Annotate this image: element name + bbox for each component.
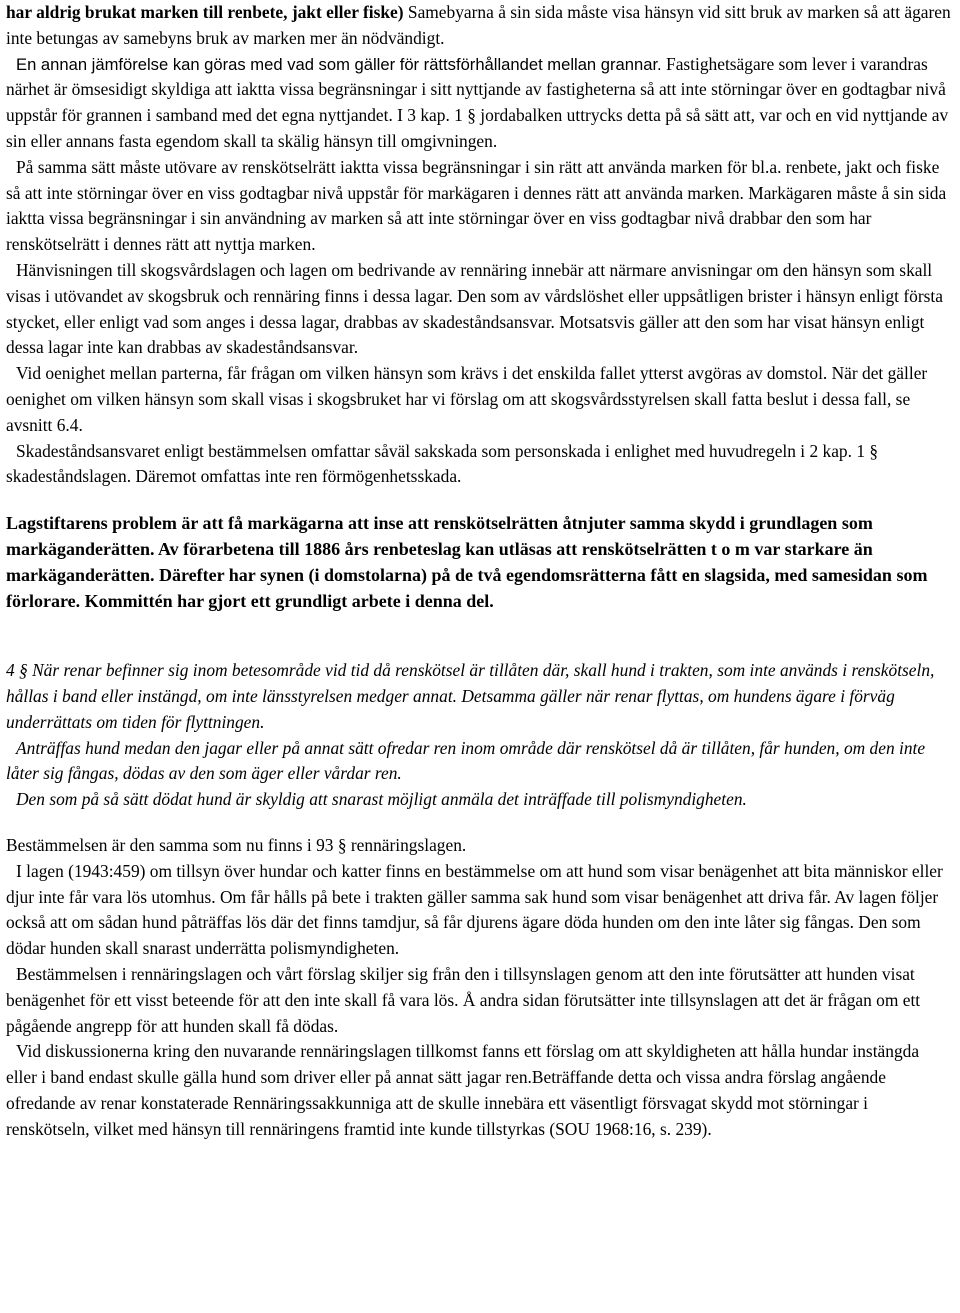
paragraph-text: Fastighetsägare som lever i varandras närhet är ömsesidigt skyldiga att iaktta vissa begränsningar i sitt nyttjande av fastigheterna så att inte störningar över en godtagbar nivå uppstår för grannen i samband med det egna nyttjandet. I 3 kap. 1 § jordabalken uttrycks detta på så sätt att, var och en vid nyttjande av sin eller annans fasta egendom skall ta skälig hänsyn till omgivningen. xyxy=(6,53,949,151)
paragraph xyxy=(6,0,954,52)
section-neighbor-rights xyxy=(6,0,954,490)
paragraph: Hänvisningen till skogsvårdslagen och lagen om bedrivande av rennäring innebär att närmare anvisningar om den hänsyn som skall visas i utövandet av skogsbruk och rennäring finns i dessa lagar. Den som av vårdslöshet eller uppsåtligen brister i hänsyn enligt första stycket, eller enligt vad som anges i dessa lagar, drabbas av skadeståndsansvar. Motsatsvis gäller att den som har visat hänsyn enligt dessa lagar inte kan drabbas av skadeståndsansvar. xyxy=(6,259,943,358)
paragraph: Vid oenighet mellan parterna, får frågan om vilken hänsyn som krävs i det enskilda fallet ytterst avgöras av domstol. När det gäller oenighet om vilken hänsyn som skall visas i skogsbruket har vi förslag om att skogsvårdsstyrelsen skall fatta beslut i dessa fall, se avsnitt 6.4. xyxy=(6,363,928,435)
statute-paragraph: 4 § När renar befinner sig inom betesområde vid tid då renskötsel är tillåten där, skall hund i trakten, som inte används i renskötseln, hållas i band eller instängd, om inte länsstyrelsen medger annat. Detsamma gäller när renar flyttas, om hundens ägare i förväg underrättats om tiden för flyttningen. xyxy=(6,660,935,732)
sans-lead: En annan jämförelse kan göras med vad som gäller för rättsförhållandet mellan grannar. xyxy=(16,54,662,74)
commentary-text: Lagstiftarens problem är att få markägarna att inse att renskötselrätten åtnjuter samma skydd i grundlagen som markäganderätten. Av förarbetena till 1886 års renbeteslag kan utläsas att renskötselrätten t o m var starkare än markäganderätten. Därefter har synen (i domstolarna) på de två egendomsrätterna fått en slagsida, med samesidan som förlorare. Kommittén har gjort ett grundligt arbete i denna del. xyxy=(6,513,928,612)
paragraph: Bestämmelsen i rennäringslagen och vårt förslag skiljer sig från den i tillsynslagen genom att den inte förutsätter att hunden visat benägenhet för ett visst beteende för att den inte skall få vara lös. Å andra sidan förutsätter inte tillsynslagen att det är frågan om ett pågående angrepp för att hunden skall få dödas. xyxy=(6,963,921,1036)
paragraph: Bestämmelsen är den samma som nu finns i 93 § rennäringslagen. xyxy=(6,834,467,855)
paragraph: I lagen (1943:459) om tillsyn över hundar och katter finns en bestämmelse om att hund som visar benägenhet att bita människor eller djur inte får vara lös utomhus. Om får hålls på bete i trakten gäller samma sak hund som visar benägenhet att driva får. Av lagen följer också att om sådan hund påträffas lös där det finns tamdjur, så får djurens ägare döda hunden om den inte låter sig fångas. Den som dödar hunden skall snarast underrätta polismyndigheten. xyxy=(6,860,943,959)
paragraph: Vid diskussionerna kring den nuvarande rennäringslagen tillkomst fanns ett förslag om att skyldigheten att hålla hundar instängda eller i band endast skulle gälla hund som driver eller på annat sätt jagar ren.Beträffande detta och vissa andra förslag angående ofredande av renar konstaterade Rennäringssakkunniga att de skulle innebära ett väsentligt försvagat skydd mot störningar i renskötseln, vilket med hänsyn till rennäringens framtid inte kunde tillstyrkas (SOU 1968:16, s. 239). xyxy=(6,1041,920,1139)
commentary-block xyxy=(6,510,954,614)
paragraph-text: Samebyarna å sin sida måste visa hänsyn vid sitt bruk av marken så att ägaren inte betungas av samebyns bruk av marken mer än nödvändigt. xyxy=(6,2,951,48)
statute-paragraph: Den som på så sätt dödat hund är skyldig att snarast möjligt anmäla det inträffade till polismyndigheten. xyxy=(16,789,747,810)
section-dog-rules xyxy=(6,833,954,1143)
paragraph xyxy=(6,52,954,155)
statute-text xyxy=(6,658,954,813)
bold-lead: har aldrig brukat marken till renbete, jakt eller fiske) xyxy=(6,2,404,22)
paragraph: Skadeståndsansvaret enligt bestämmelsen omfattar såväl sakskada som personskada i enlighet med huvudregeln i 2 kap. 1 § skadeståndslagen. Däremot omfattas inte ren förmögenhetsskada. xyxy=(6,440,879,487)
statute-paragraph: Anträffas hund medan den jagar eller på annat sätt ofredar ren inom område där renskötsel då är tillåten, får hunden, om den inte låter sig fångas, dödas av den som äger eller vårdar ren. xyxy=(6,737,926,784)
paragraph: På samma sätt måste utövare av renskötselrätt iaktta vissa begränsningar i sin rätt att använda marken för bl.a. renbete, jakt och fiske så att inte störningar över en viss godtagbar nivå uppstår för markägaren i dennes rätt att använda marken. Markägaren måste å sin sida iaktta vissa begränsningar i sin användning av marken så att inte störningar över en viss godtagbar nivå drabbar den som har renskötselrätt i dennes rätt att nyttja marken. xyxy=(6,156,947,255)
